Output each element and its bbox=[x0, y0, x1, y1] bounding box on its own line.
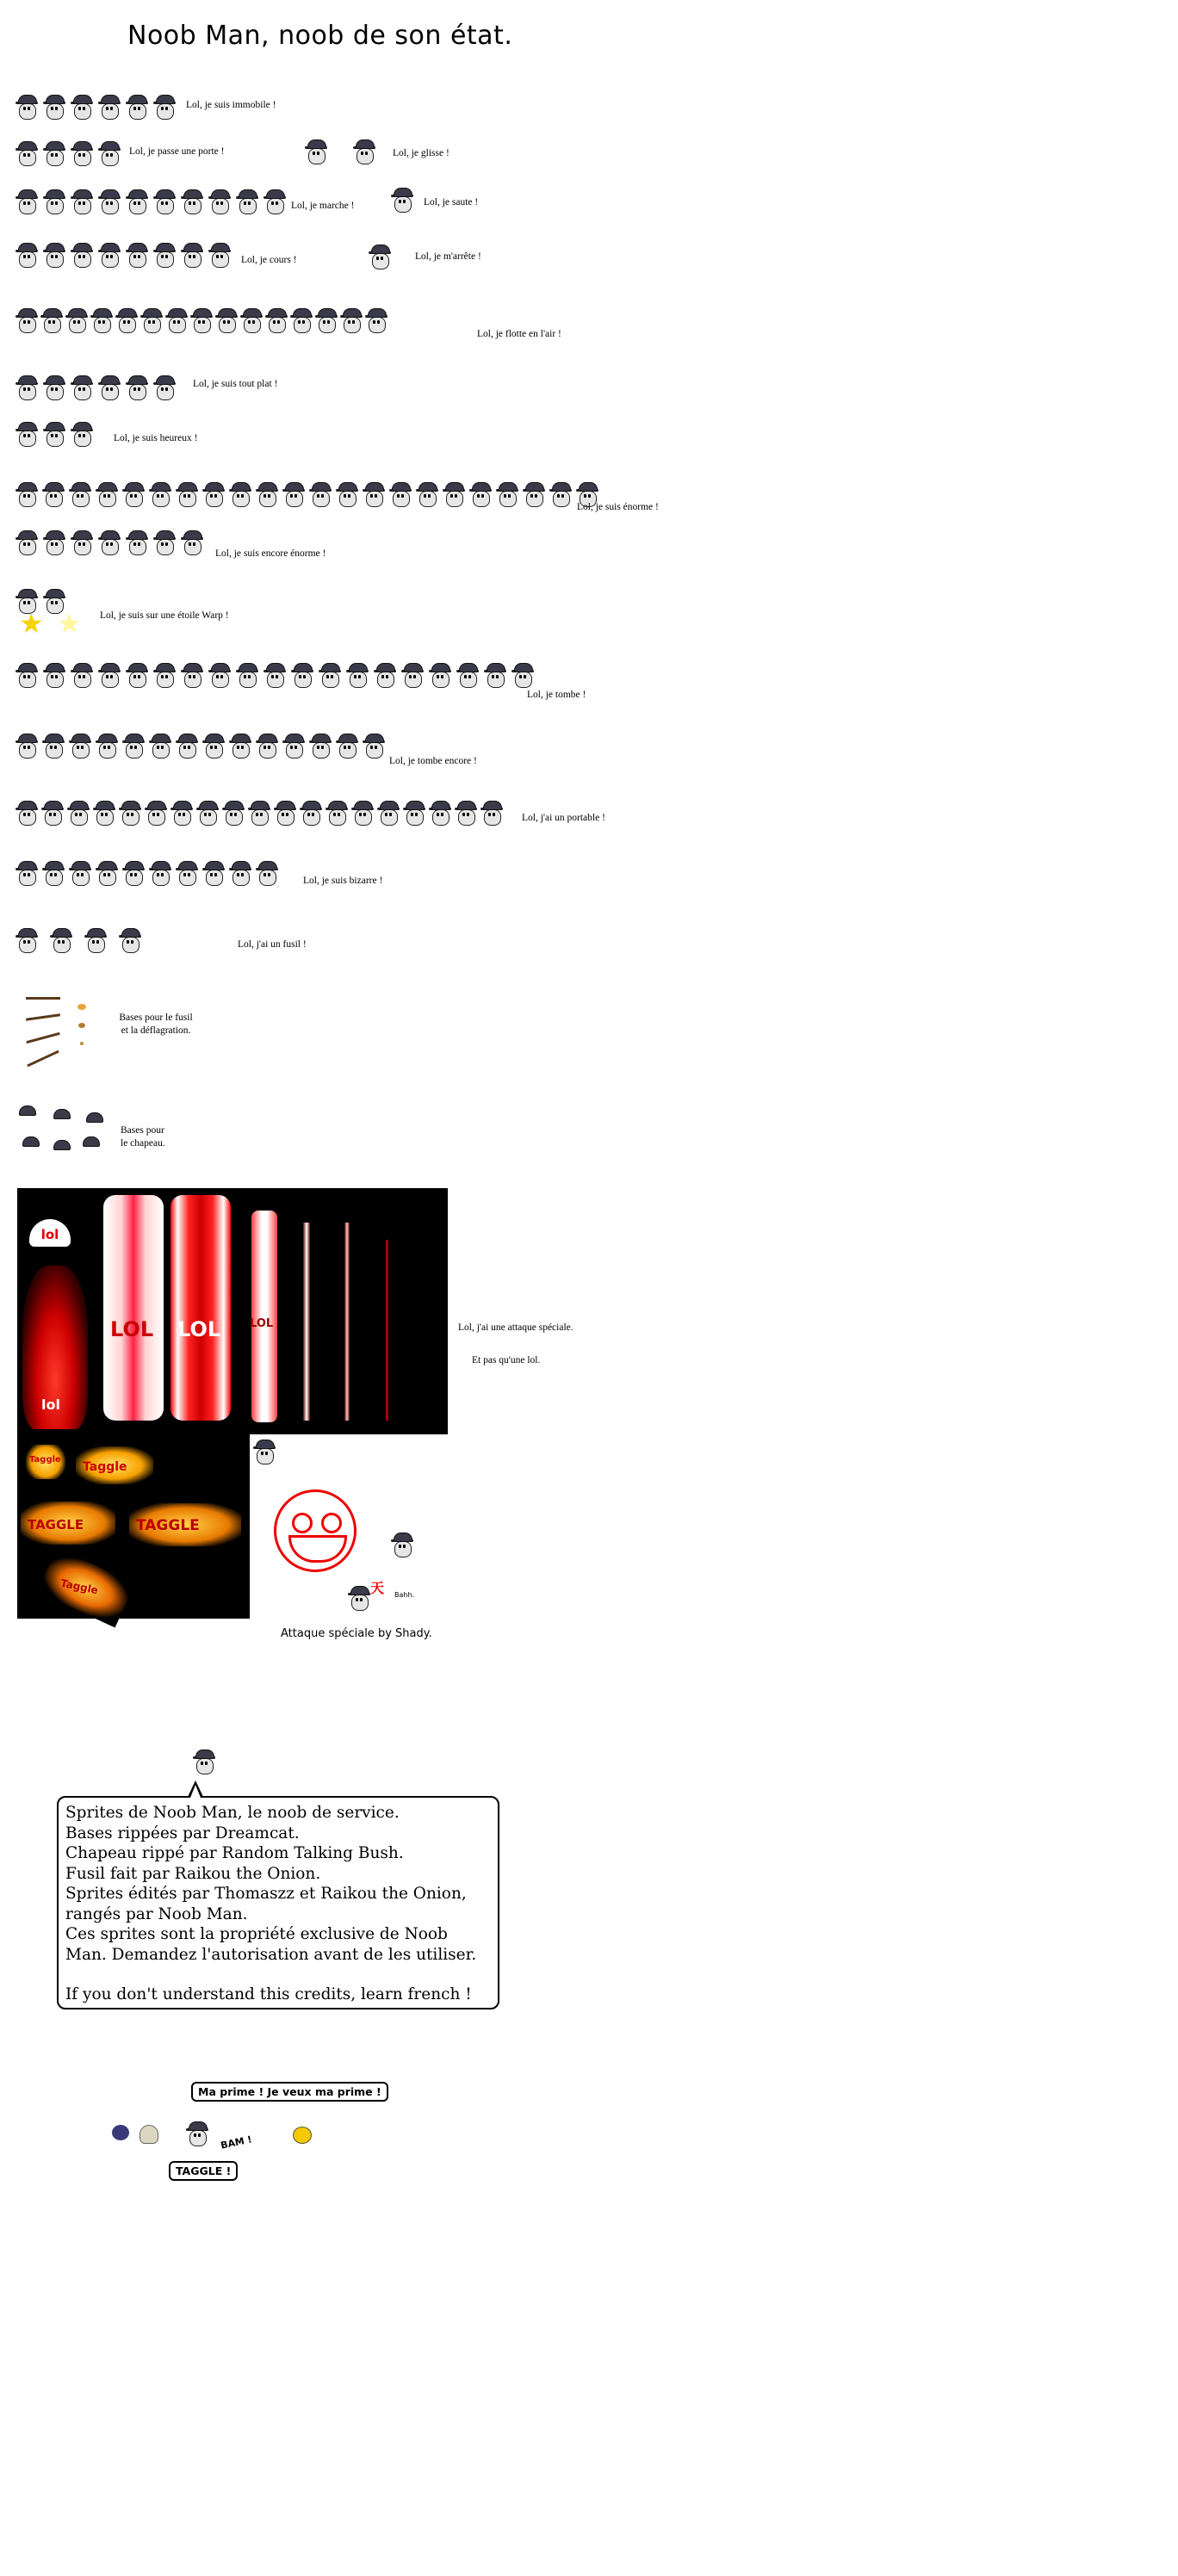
noob-man-sprite bbox=[155, 375, 174, 399]
noob-man-sprite bbox=[17, 861, 36, 885]
noob-man-sprite bbox=[327, 801, 346, 825]
noob-man-sprite bbox=[486, 663, 505, 687]
noob-man-sprite bbox=[17, 482, 36, 506]
noob-man-sprite bbox=[353, 801, 372, 825]
credits-line: rangés par Noob Man. bbox=[65, 1904, 248, 1923]
noob-man-sprite bbox=[311, 734, 330, 758]
noob-man-sprite bbox=[257, 482, 276, 506]
label-weird: Lol, je suis bizarre ! bbox=[303, 876, 383, 886]
noob-man-sprite bbox=[92, 308, 111, 332]
noob-man-sprite bbox=[431, 663, 450, 687]
taggle-text-1: Taggle bbox=[29, 1455, 61, 1464]
label-door: Lol, je passe une porte ! bbox=[129, 146, 225, 157]
credits-line bbox=[65, 1965, 491, 1985]
taggle-text-2: Taggle bbox=[83, 1460, 127, 1474]
label-gun: Lol, j'ai un fusil ! bbox=[238, 939, 307, 950]
noob-man-sprite bbox=[127, 663, 146, 687]
noob-man-sprite bbox=[284, 734, 303, 758]
noob-man-sprite bbox=[172, 801, 191, 825]
noob-man-sprite bbox=[146, 801, 165, 825]
label-huge-again: Lol, je suis encore énorme ! bbox=[215, 548, 326, 559]
noob-man-sprite bbox=[307, 139, 326, 164]
lol-beam-1 bbox=[303, 1223, 310, 1421]
noob-man-sprite bbox=[292, 308, 311, 332]
noob-man-sprite bbox=[265, 663, 284, 687]
label-flat: Lol, je suis tout plat ! bbox=[193, 379, 278, 389]
speech-bubble-bounty: Ma prime ! Je veux ma prime ! bbox=[191, 2082, 388, 2102]
noob-man-sprite bbox=[513, 663, 532, 687]
noob-man-sprite bbox=[231, 482, 250, 506]
noob-man-sprite bbox=[142, 308, 161, 332]
noob-man-sprite bbox=[210, 189, 229, 214]
label-slide: Lol, je glisse ! bbox=[393, 148, 450, 158]
label-phone: Lol, j'ai un portable ! bbox=[522, 813, 605, 823]
lol-pillar-1 bbox=[103, 1195, 164, 1421]
credits-line: Man. Demandez l'autorisation avant de les utiliser. bbox=[65, 1945, 477, 1964]
noob-man-sprite bbox=[45, 663, 64, 687]
label-walk: Lol, je marche ! bbox=[291, 201, 355, 211]
noob-man-sprite bbox=[217, 308, 236, 332]
noob-man-sprite bbox=[124, 482, 143, 506]
noob-man-sprite bbox=[348, 663, 367, 687]
noob-man-sprite bbox=[117, 308, 136, 332]
speech-bubble-taggle: TAGGLE ! bbox=[169, 2161, 238, 2181]
noob-man-sprite bbox=[370, 245, 389, 269]
noob-man-sprite bbox=[17, 189, 36, 214]
noob-man-sprite bbox=[210, 663, 229, 687]
special-attack-lol-panel bbox=[17, 1188, 448, 1434]
noob-man-sprite bbox=[177, 861, 196, 885]
noob-man-sprite bbox=[192, 308, 211, 332]
noob-man-sprite bbox=[151, 861, 170, 885]
label-float: Lol, je flotte en l'air ! bbox=[477, 329, 561, 339]
noob-man-sprite bbox=[121, 928, 140, 952]
hat-base-icon bbox=[83, 1136, 100, 1147]
noob-man-sprite bbox=[72, 189, 91, 214]
noob-man-sprite bbox=[151, 482, 170, 506]
credits-line: Chapeau rippé par Random Talking Bush. bbox=[65, 1844, 404, 1862]
credits-box bbox=[57, 1796, 499, 2009]
noob-man-sprite bbox=[17, 95, 36, 119]
noob-man-sprite bbox=[72, 530, 91, 554]
noob-man-sprite bbox=[45, 95, 64, 119]
noob-man-sprite bbox=[127, 95, 146, 119]
noob-man-sprite bbox=[320, 663, 339, 687]
beige-enemy bbox=[140, 2125, 158, 2144]
noob-man-sprite bbox=[100, 375, 119, 399]
noob-man-sprite bbox=[204, 734, 223, 758]
noob-man-sprite bbox=[418, 482, 437, 506]
noob-man-sprite bbox=[276, 801, 294, 825]
noob-man-sprite bbox=[72, 663, 91, 687]
noob-man-sprite bbox=[367, 308, 386, 332]
lol-pillar-3-text: LOL bbox=[250, 1317, 274, 1330]
special-attack-label-1: Lol, j'ai une attaque spéciale. bbox=[458, 1322, 574, 1333]
noob-man-sprite bbox=[231, 861, 250, 885]
noob-man-sprite bbox=[257, 734, 276, 758]
noob-man-sprite bbox=[17, 530, 36, 554]
noob-man-sprite bbox=[403, 663, 422, 687]
noob-man-sprite bbox=[204, 482, 223, 506]
noob-man-sprite bbox=[301, 801, 320, 825]
noob-man-sprite bbox=[72, 141, 91, 165]
noob-man-sprite bbox=[257, 861, 276, 885]
label-huge: Lol, je suis énorme ! bbox=[577, 502, 659, 512]
credits-line: If you don't understand this credits, learn french ! bbox=[65, 1985, 472, 2003]
noob-man-sprite bbox=[311, 482, 330, 506]
blue-enemy bbox=[112, 2125, 129, 2140]
noob-man-sprite bbox=[393, 188, 412, 212]
label-run: Lol, je cours ! bbox=[241, 255, 297, 265]
noob-man-sprite bbox=[155, 530, 174, 554]
noob-man-sprite bbox=[100, 663, 119, 687]
yellow-creature bbox=[293, 2127, 312, 2144]
noob-man-sprite bbox=[391, 482, 410, 506]
noob-man-sprite bbox=[69, 801, 88, 825]
noob-man-sprite bbox=[498, 482, 517, 506]
noob-man-sprite bbox=[52, 928, 71, 952]
noob-man-sprite bbox=[393, 1533, 412, 1557]
gun-bases bbox=[22, 994, 65, 1071]
hat-base-icon bbox=[22, 1136, 40, 1147]
noob-man-sprite bbox=[177, 482, 196, 506]
noob-man-sprite bbox=[127, 530, 146, 554]
noob-man-sprite bbox=[124, 861, 143, 885]
noob-man-sprite bbox=[44, 861, 63, 885]
label-stop: Lol, je m'arrête ! bbox=[415, 251, 481, 262]
noob-man-sprite bbox=[97, 861, 116, 885]
noob-man-sprite bbox=[224, 801, 243, 825]
noob-man-sprite bbox=[267, 308, 286, 332]
noob-man-sprite bbox=[17, 375, 36, 399]
noob-man-sprite bbox=[45, 189, 64, 214]
noob-man-sprite bbox=[45, 243, 64, 267]
bam-text: BAM ! bbox=[220, 2133, 253, 2152]
hat-base-icon bbox=[19, 1105, 36, 1116]
noob-man-sprite bbox=[167, 308, 186, 332]
special-attack-taggle-panel bbox=[17, 1434, 250, 1619]
hat-bases bbox=[19, 1105, 114, 1166]
noob-man-sprite bbox=[127, 375, 146, 399]
noob-man-sprite bbox=[204, 861, 223, 885]
lol-pillar-3 bbox=[251, 1211, 277, 1422]
noob-man-sprite bbox=[71, 861, 90, 885]
noob-man-sprite bbox=[355, 139, 374, 164]
noob-man-sprite bbox=[242, 308, 261, 332]
noob-man-sprite bbox=[195, 1749, 214, 1774]
label-fall-again: Lol, je tombe encore ! bbox=[389, 756, 477, 766]
noob-man-sprite bbox=[364, 734, 383, 758]
noob-man-sprite bbox=[17, 243, 36, 267]
credits-line: Fusil fait par Raikou the Onion. bbox=[65, 1864, 321, 1883]
noob-man-sprite bbox=[72, 422, 91, 446]
noob-man-sprite bbox=[17, 734, 36, 758]
noob-man-sprite bbox=[127, 189, 146, 214]
noob-man-sprite bbox=[293, 663, 312, 687]
noob-man-sprite bbox=[350, 1586, 369, 1610]
noob-man-sprite bbox=[45, 375, 64, 399]
noob-man-sprite bbox=[100, 530, 119, 554]
lol-pillar-1-text: LOL bbox=[110, 1317, 154, 1341]
noob-man-sprite bbox=[458, 663, 477, 687]
noob-man-sprite bbox=[284, 482, 303, 506]
noob-man-sprite bbox=[155, 189, 174, 214]
warp-star-icon: ★ bbox=[19, 607, 44, 640]
noob-man-sprite bbox=[72, 375, 91, 399]
noob-man-sprite bbox=[71, 734, 90, 758]
noob-man-sprite bbox=[17, 308, 36, 332]
noob-man-sprite bbox=[265, 189, 284, 214]
kanji-mark: 天 bbox=[370, 1580, 385, 1596]
noob-man-sprite bbox=[100, 189, 119, 214]
noob-man-sprite bbox=[155, 663, 174, 687]
noob-man-sprite bbox=[456, 801, 475, 825]
noob-man-sprite bbox=[210, 243, 229, 267]
credits-line: Sprites édités par Thomaszz et Raikou the Onion, bbox=[65, 1885, 467, 1903]
taggle-text-4: TAGGLE bbox=[136, 1517, 200, 1534]
noob-man-sprite bbox=[183, 189, 202, 214]
special-attack-caption: Attaque spéciale by Shady. bbox=[281, 1627, 432, 1640]
noob-man-sprite bbox=[238, 189, 257, 214]
bahh-text: Bahh. bbox=[394, 1591, 415, 1599]
hat-bases-label: Bases pour le chapeau. bbox=[121, 1125, 165, 1149]
noob-man-sprite bbox=[45, 141, 64, 165]
page-title: Noob Man, noob de son état. bbox=[127, 21, 513, 51]
noob-man-sprite bbox=[177, 734, 196, 758]
noob-man-sprite bbox=[121, 801, 140, 825]
noob-man-sprite bbox=[100, 243, 119, 267]
noob-man-sprite bbox=[364, 482, 383, 506]
noob-man-sprite bbox=[188, 2121, 207, 2146]
noob-man-sprite bbox=[183, 530, 202, 554]
noob-man-sprite bbox=[17, 422, 36, 446]
label-jump: Lol, je saute ! bbox=[424, 197, 479, 207]
hat-base-icon bbox=[53, 1109, 71, 1119]
noob-man-sprite bbox=[17, 141, 36, 165]
taggle-text-5: Taggle bbox=[59, 1576, 100, 1597]
noob-man-sprite bbox=[86, 928, 105, 952]
gun-bases-label: Bases pour le fusil et la déflagration. bbox=[119, 1012, 193, 1036]
awesome-face bbox=[274, 1489, 356, 1572]
lol-pillar-2-text: LOL bbox=[177, 1317, 221, 1341]
hat-base-icon bbox=[86, 1112, 103, 1123]
noob-man-sprite bbox=[338, 734, 356, 758]
noob-man-sprite bbox=[444, 482, 463, 506]
special-attack-label-2: Et pas qu'une lol. bbox=[472, 1355, 541, 1365]
noob-man-sprite bbox=[231, 734, 250, 758]
noob-man-sprite bbox=[45, 422, 64, 446]
credits-line: Bases rippées par Dreamcat. bbox=[65, 1824, 300, 1842]
noob-man-sprite bbox=[42, 308, 61, 332]
credits-line: Ces sprites sont la propriété exclusive de Noob bbox=[65, 1925, 448, 1943]
noob-man-sprite bbox=[72, 243, 91, 267]
credits-line: Sprites de Noob Man, le noob de service. bbox=[65, 1804, 400, 1822]
noob-man-sprite bbox=[183, 663, 202, 687]
noob-man-sprite bbox=[44, 482, 63, 506]
noob-man-sprite bbox=[97, 734, 116, 758]
noob-man-sprite bbox=[127, 243, 146, 267]
noob-man-sprite bbox=[482, 801, 501, 825]
noob-man-sprite bbox=[17, 801, 36, 825]
hat-base-icon bbox=[53, 1140, 71, 1150]
lol-beam-3 bbox=[386, 1240, 388, 1421]
noob-man-sprite bbox=[551, 482, 570, 506]
noob-man-sprite bbox=[238, 663, 257, 687]
noob-man-sprite bbox=[44, 734, 63, 758]
noob-man-sprite bbox=[95, 801, 114, 825]
lol-pillar-2 bbox=[170, 1195, 231, 1421]
noob-man-sprite bbox=[43, 801, 62, 825]
noob-man-sprite bbox=[375, 663, 394, 687]
noob-man-sprite bbox=[471, 482, 490, 506]
noob-man-sprite bbox=[431, 801, 450, 825]
noob-man-sprite bbox=[524, 482, 543, 506]
noob-man-sprite bbox=[155, 243, 174, 267]
noob-man-sprite bbox=[183, 243, 202, 267]
noob-man-sprite bbox=[100, 141, 119, 165]
noob-man-sprite bbox=[97, 482, 116, 506]
credits-tail-inner bbox=[190, 1785, 201, 1798]
lol-flame-text: lol bbox=[41, 1396, 60, 1413]
noob-man-sprite bbox=[100, 95, 119, 119]
noob-man-sprite bbox=[71, 482, 90, 506]
label-fall: Lol, je tombe ! bbox=[527, 690, 586, 700]
noob-man-sprite bbox=[250, 801, 269, 825]
taggle-text-3: TAGGLE bbox=[28, 1517, 84, 1533]
warp-star-icon: ★ bbox=[57, 607, 82, 640]
noob-man-sprite bbox=[151, 734, 170, 758]
noob-man-sprite bbox=[45, 530, 64, 554]
noob-man-sprite bbox=[155, 95, 174, 119]
lol-head: lol bbox=[29, 1219, 71, 1247]
noob-man-sprite bbox=[198, 801, 217, 825]
noob-man-sprite bbox=[17, 928, 36, 952]
noob-man-sprite bbox=[67, 308, 86, 332]
noob-man-sprite bbox=[17, 663, 36, 687]
noob-man-sprite bbox=[338, 482, 356, 506]
noob-man-sprite bbox=[405, 801, 424, 825]
label-idle: Lol, je suis immobile ! bbox=[186, 100, 276, 110]
label-happy: Lol, je suis heureux ! bbox=[114, 433, 198, 443]
noob-man-sprite bbox=[255, 1440, 274, 1464]
noob-man-sprite bbox=[342, 308, 361, 332]
noob-man-sprite bbox=[72, 95, 91, 119]
noob-man-sprite bbox=[379, 801, 398, 825]
blast-bases bbox=[78, 1004, 90, 1056]
lol-beam-2 bbox=[344, 1223, 350, 1421]
noob-man-sprite bbox=[317, 308, 336, 332]
label-warp-star: Lol, je suis sur une étoile Warp ! bbox=[100, 610, 229, 621]
noob-man-sprite bbox=[124, 734, 143, 758]
